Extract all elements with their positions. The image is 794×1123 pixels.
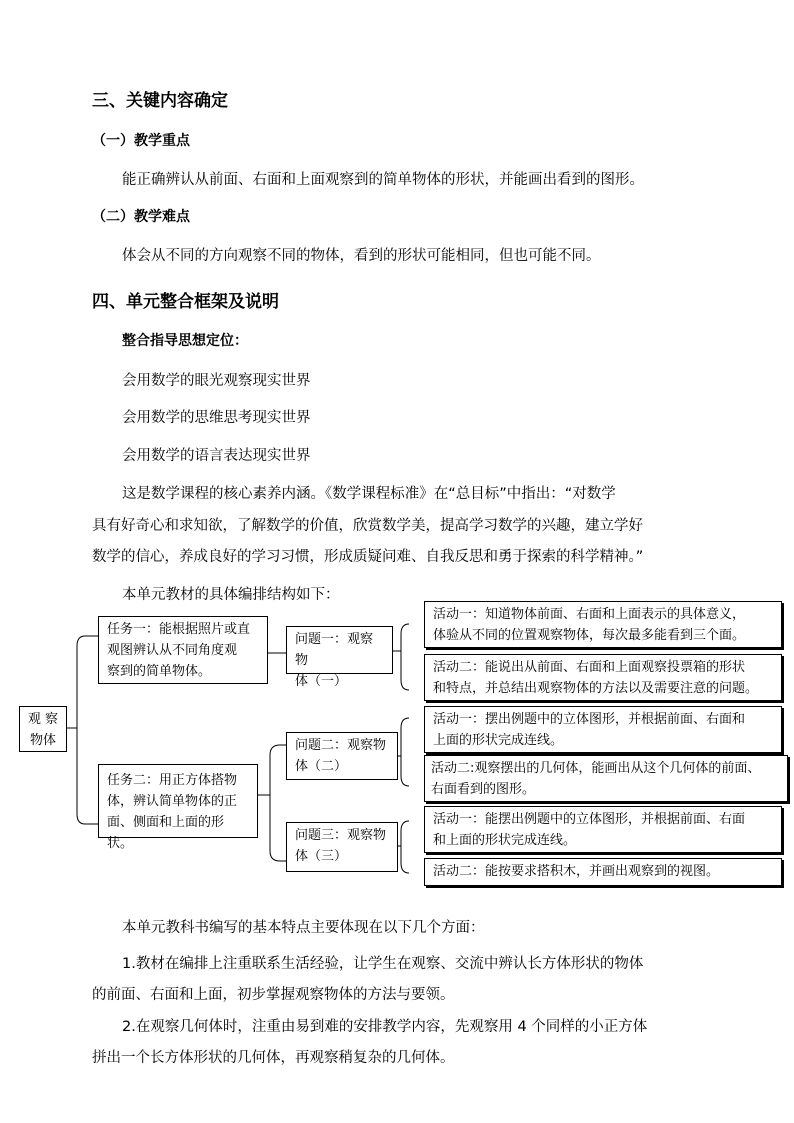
features-intro: 本单元教科书编写的基本特点主要体现在以下几个方面： xyxy=(122,920,485,936)
structure-intro: 本单元教材的具体编排结构如下： xyxy=(122,587,340,603)
task1-node: 任务一：能根据照片或直 观图辨认从不同角度观 察到的简单物体。 xyxy=(98,616,268,684)
feature-item2: 拼出一个长方体形状的几何体，再观察稍复杂的几何体。 xyxy=(92,1050,455,1066)
q3-activity2-node: 活动二：能按要求搭积木，并画出观察到的视图。 xyxy=(424,858,782,886)
q1-activity1-node: 活动一：知道物体前面、右面和上面表示的具体意义， 体验从不同的位置观察物体，每次最多能看到三个面。 xyxy=(424,601,782,648)
q2-activity1-node: 活动一：摆出例题中的立体图形，并根据前面、右面和 上面的形状完成连线。 xyxy=(424,706,782,753)
connector-q1-bracket xyxy=(401,624,409,690)
core-literacy-paragraph: 数学的信心，养成良好的学习习惯，形成质疑问难、自我反思和勇于探索的科学精神。” xyxy=(92,549,644,565)
connector-root-bracket xyxy=(77,636,85,824)
feature-item1: 1.教材在编排上注重联系生活经验，让学生在观察、交流中辨认长方体形状的物体 xyxy=(122,956,644,972)
task2-node: 任务二：用正方体搭物 体，辨认简单物体的正 面、侧面和上面的形状。 xyxy=(98,764,258,838)
section4-title: 四、单元整合框架及说明 xyxy=(92,292,279,312)
section3-title: 三、关键内容确定 xyxy=(92,91,228,111)
teaching-focus-text: 能正确辨认从前面、右面和上面观察到的简单物体的形状，并能画出看到的图形。 xyxy=(122,172,644,188)
connector-q2-bracket xyxy=(401,718,409,786)
teaching-difficulty-title: （二）教学难点 xyxy=(92,209,190,225)
question2-node: 问题二：观察物 体（二） xyxy=(286,732,398,780)
root-node-observe-objects: 观 察 物体 xyxy=(19,706,67,752)
connector-task2-bracket xyxy=(270,745,280,861)
q1-activity2-node: 活动二：能说出从前面、右面和上面观察投票箱的形状 和特点，并总结出观察物体的方法以及需要注意的问题。 xyxy=(424,654,782,701)
feature-item2: 2.在观察几何体时，注重由易到难的安排教学内容，先观察用 4 个同样的小正方体 xyxy=(122,1019,648,1035)
teaching-difficulty-text: 体会从不同的方向观察不同的物体，看到的形状可能相同，但也可能不同。 xyxy=(122,248,601,264)
q3-activity1-node: 活动一：能摆出例题中的立体图形，并根据前面、右面 和上面的形状完成连线。 xyxy=(424,806,782,853)
question1-node: 问题一：观察物 体（一） xyxy=(286,626,393,674)
guide-line: 会用数学的语言表达现实世界 xyxy=(122,448,311,464)
connector-q3-bracket xyxy=(401,821,409,873)
feature-item1: 的前面、右面和上面，初步掌握观察物体的方法与要领。 xyxy=(92,987,455,1003)
core-literacy-paragraph: 这是数学课程的核心素养内涵。《数学课程标准》在“总目标”中指出：“对数学 xyxy=(122,486,616,502)
teaching-focus-title: （一）教学重点 xyxy=(92,133,190,149)
guide-line: 会用数学的眼光观察现实世界 xyxy=(122,373,311,389)
question3-node: 问题三：观察物 体（三） xyxy=(286,822,398,872)
q2-activity2-node: 活动二:观察摆出的几何体，能画出从这个几何体的前面、 右面看到的图形。 xyxy=(424,755,788,802)
core-literacy-paragraph: 具有好奇心和求知欲，了解数学的价值，欣赏数学美，提高学习数学的兴趣，建立学好 xyxy=(92,518,643,534)
guide-line: 会用数学的思维思考现实世界 xyxy=(122,410,311,426)
guide-title: 整合指导思想定位： xyxy=(122,333,248,349)
